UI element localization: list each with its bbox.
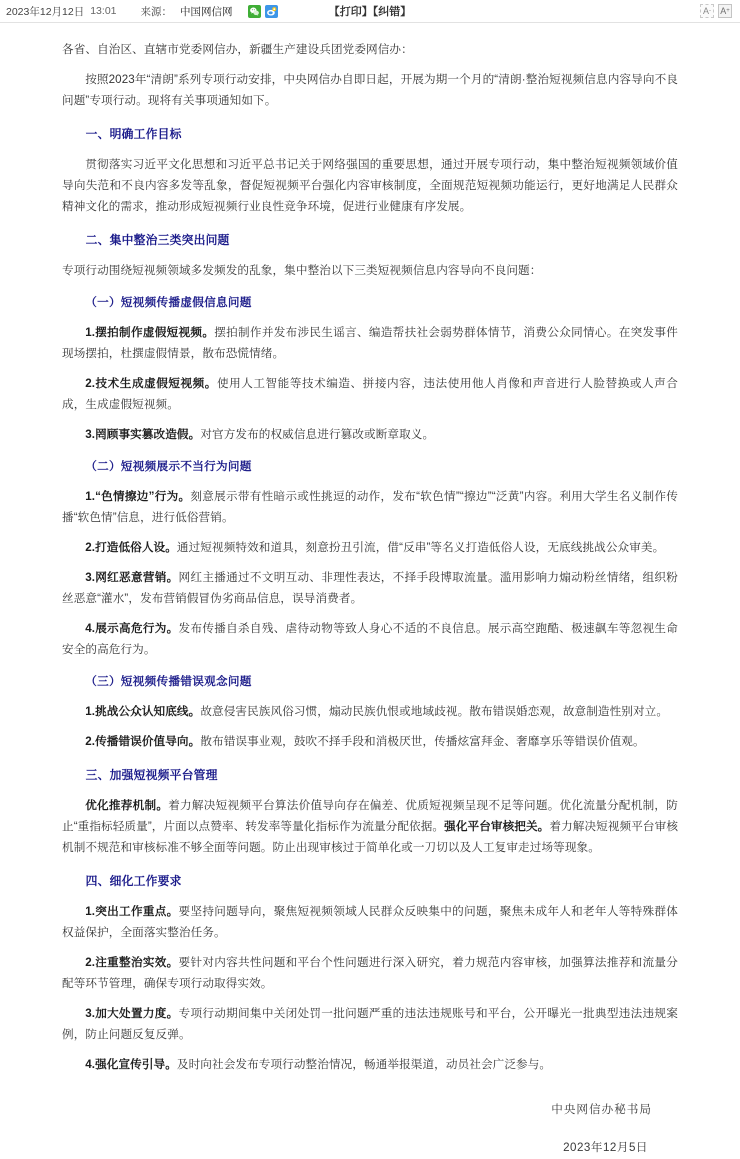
- item-text: 通过短视频特效和道具，刻意扮丑引流，借“反串”等名义打造低俗人设，无底线挑战公众审美。: [176, 541, 665, 554]
- section-heading: 一、明确工作目标: [85, 127, 182, 141]
- item-lead: 罔顾事实篡改造假。: [95, 428, 201, 441]
- font-decrease-button[interactable]: [700, 4, 714, 18]
- addressee-line: 各省、自治区、直辖市党委网信办，新疆生产建设兵团党委网信办：: [62, 43, 413, 56]
- list-item: [62, 322, 678, 364]
- subsection-heading: （一）短视频传播虚假信息问题: [85, 296, 252, 309]
- section-heading: 二、集中整治三类突出问题: [85, 233, 230, 247]
- print-and-correction-links[interactable]: 【打印】【纠错】: [328, 6, 412, 18]
- item-text: 故意侵害民族风俗习惯，煽动民族仇恨或地域歧视。散布错误婚恋观，故意制造性别对立。: [200, 705, 669, 718]
- publish-date: 2023年12月12日: [6, 5, 85, 18]
- item-text: 散布错误事业观，鼓吹不择手段和消极厌世，传播炫富拜金、奢靡享乐等错误价值观。: [200, 735, 645, 748]
- meta-left-group: [6, 4, 278, 19]
- item-lead: 技术生成虚假短视频。: [95, 377, 217, 390]
- item-number: 2.: [85, 377, 96, 390]
- item-number: 1.: [85, 905, 96, 918]
- item-text: 及时向社会发布专项行动整治情况，畅通举报渠道，动员社会广泛参与。: [176, 1058, 552, 1071]
- paragraph-text: 着力解决短视频平台算法价值导向存在偏差、优质短视频呈现不足等问题。优化流量分配机制，防止“重指标轻质量”，片面以点赞率、转发率等量化指标作为流量分配依据。: [62, 799, 678, 833]
- item-lead: “色情擦边”行为。: [95, 490, 191, 503]
- font-decrease-sign: -: [709, 8, 711, 14]
- item-number: 1.: [85, 326, 96, 339]
- item-lead: 网红恶意营销。: [95, 571, 179, 584]
- paragraph-text: 着力解决短视频平台审核机制不规范和审核标准不够全面等问题。防止出现审核过于简单化或一刀切以及人工复审走过场等现象。: [62, 820, 679, 854]
- item-lead: 摆拍制作虚假短视频。: [95, 326, 215, 339]
- item-number: 4.: [85, 622, 96, 635]
- source-label: 来源：: [140, 5, 172, 18]
- source-name[interactable]: 中国网信网: [180, 5, 233, 18]
- item-number: 3.: [85, 428, 96, 441]
- paragraph-lead: 优化推荐机制。: [85, 799, 169, 812]
- list-item: [62, 373, 678, 415]
- publish-time: 13:01: [90, 5, 117, 17]
- item-lead: 打造低俗人设。: [95, 541, 177, 554]
- signing-date: 2023年12月5日: [563, 1141, 648, 1154]
- font-increase-sign: +: [726, 8, 730, 14]
- list-item: [62, 618, 678, 660]
- item-text: 摆拍制作并发布涉民生谣言、编造帮扶社会弱势群体情节，消费公众同情心。在突发事件现场摆拍，杜撰虚假情景，散布恐慌情绪。: [62, 326, 678, 360]
- section-heading: 三、加强短视频平台管理: [85, 768, 218, 782]
- item-text: 专项行动期间集中关闭处罚一批问题严重的违法违规账号和平台，公开曝光一批典型违法违规案例，防止问题反复反弹。: [62, 1007, 679, 1041]
- section-paragraph: 专项行动围绕短视频领域多发频发的乱象，集中整治以下三类短视频信息内容导向不良问题：: [62, 264, 542, 277]
- list-item: [62, 537, 678, 558]
- item-text: 刻意展示带有性暗示或性挑逗的动作，发布“软色情”“擦边”“泛黄”内容。利用大学生名义制作传播“软色情”信息，进行低俗营销。: [62, 490, 678, 524]
- weibo-share-icon[interactable]: [265, 5, 278, 18]
- list-item: [62, 1003, 678, 1045]
- item-lead: 突出工作重点。: [95, 905, 179, 918]
- font-increase-button[interactable]: [718, 4, 732, 18]
- item-text: 对官方发布的权威信息进行篡改或断章取义。: [200, 428, 435, 441]
- item-number: 2.: [85, 541, 96, 554]
- list-item: [62, 901, 678, 943]
- article-body: [0, 23, 740, 1159]
- list-item: [62, 1054, 678, 1075]
- subsection-heading: （三）短视频传播错误观念问题: [85, 675, 252, 688]
- signing-organization: 中央网信办秘书局: [551, 1103, 652, 1116]
- item-number: 4.: [85, 1058, 96, 1071]
- item-text: 要针对内容共性问题和平台个性问题进行深入研究，着力规范内容审核，加强算法推荐和流量分配等环节管理，确保专项行动取得实效。: [62, 956, 679, 990]
- item-text: 网红主播通过不文明互动、非理性表达，不择手段博取流量。滥用影响力煽动粉丝情绪，组织粉丝恶意“灌水”，发布营销假冒伪劣商品信息，误导消费者。: [62, 571, 679, 605]
- item-number: 1.: [85, 705, 96, 718]
- list-item: [62, 567, 678, 609]
- share-icon-group: [248, 5, 278, 18]
- item-number: 3.: [85, 571, 96, 584]
- list-item: [62, 731, 678, 752]
- item-lead: 展示高危行为。: [95, 622, 179, 635]
- section-heading: 四、细化工作要求: [85, 874, 182, 888]
- item-number: 2.: [85, 956, 96, 969]
- preamble-paragraph: 按照2023年“清朗”系列专项行动安排，中央网信办自即日起，开展为期一个月的“清朗·整治短视频信息内容导向不良问题”专项行动。现将有关事项通知如下。: [62, 73, 678, 107]
- list-item: [62, 424, 678, 445]
- item-number: 3.: [85, 1007, 96, 1020]
- subsection-heading: （二）短视频展示不当行为问题: [85, 460, 252, 473]
- signature-block: [62, 1099, 678, 1159]
- paragraph-lead: 强化平台审核把关。: [444, 820, 550, 833]
- item-text: 要坚持问题导向，聚焦短视频领域人民群众反映集中的问题，聚焦未成年人和老年人等特殊群体权益保护，全面落实整治任务。: [62, 905, 679, 939]
- section-paragraph: 贯彻落实习近平文化思想和习近平总书记关于网络强国的重要思想，通过开展专项行动，集中整治短视频领域价值导向失范和不良内容多发等乱象，督促短视频平台强化内容审核制度，全面规范短视频功能运行，更好地满足人民群众精神文化的需求，推动形成短视频行业良性竞争环境，促进行业健康有序发展。: [62, 158, 678, 213]
- font-size-controls: [700, 4, 732, 18]
- item-lead: 注重整治实效。: [95, 956, 179, 969]
- item-lead: 挑战公众认知底线。: [95, 705, 201, 718]
- item-number: 2.: [85, 735, 96, 748]
- item-lead: 传播错误价值导向。: [95, 735, 201, 748]
- item-text: 发布传播自杀自残、虐待动物等致人身心不适的不良信息。展示高空跑酷、极速飙车等忽视生命安全的高危行为。: [62, 622, 679, 656]
- list-item: [62, 952, 678, 994]
- font-decrease-label: A: [702, 6, 709, 16]
- article-meta-bar: [0, 0, 740, 22]
- font-increase-label: A: [720, 6, 727, 16]
- item-lead: 强化宣传引导。: [95, 1058, 177, 1071]
- wechat-share-icon[interactable]: [248, 5, 261, 18]
- list-item: [62, 701, 678, 722]
- item-lead: 加大处置力度。: [95, 1007, 179, 1020]
- item-text: 使用人工智能等技术编造、拼接内容，违法使用他人肖像和声音进行人脸替换或人声合成，生成虚假短视频。: [62, 377, 678, 411]
- section-paragraph-rich: [62, 795, 678, 858]
- list-item: [62, 486, 678, 528]
- item-number: 1.: [85, 490, 96, 503]
